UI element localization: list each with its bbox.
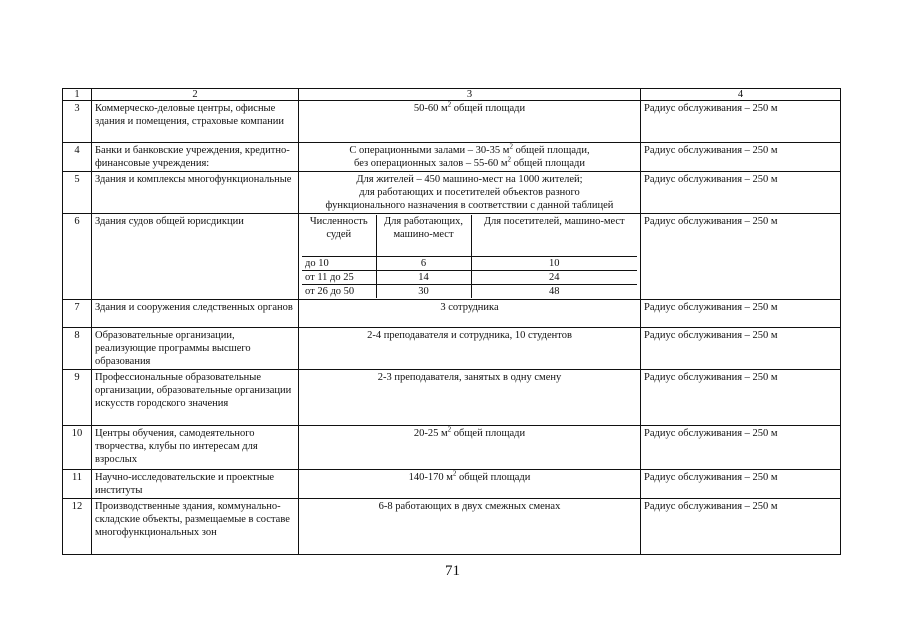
service-radius: Радиус обслуживания – 250 м	[641, 214, 841, 300]
header-col-3: 3	[299, 89, 641, 101]
header-col-2: 2	[92, 89, 299, 101]
courts-judges-header: Численность судей	[302, 215, 376, 256]
row-number: 3	[63, 101, 92, 143]
service-radius: Радиус обслуживания – 250 м	[641, 143, 841, 172]
courts-judges-range: до 10	[302, 256, 376, 270]
row-number: 10	[63, 425, 92, 469]
page-number: 71	[445, 563, 460, 579]
table-row	[63, 425, 841, 469]
parking-norm	[299, 172, 641, 214]
courts-staff-value: 6	[376, 256, 471, 270]
courts-staff-value: 14	[376, 270, 471, 284]
norms-table	[62, 88, 841, 555]
parking-norm-line: Для жителей – 450 машино-мест на 1000 жителей;	[356, 174, 583, 185]
courts-parking-norm	[299, 214, 641, 300]
courts-judges-range: от 26 до 50	[302, 284, 376, 298]
parking-norm: 2-4 преподавателя и сотрудника, 10 студентов	[299, 327, 641, 369]
table-header-row	[63, 89, 841, 101]
object-name: Коммерческо-деловые центры, офисные здания и помещения, страховые компании	[92, 101, 299, 143]
parking-norm-line: С операционными залами – 30-35 $м^2$ общей площади,	[349, 142, 590, 156]
courts-subtable-row	[302, 270, 637, 284]
courts-visitors-header: Для посетителей, машино-мест	[471, 215, 637, 256]
service-radius: Радиус обслуживания – 250 м	[641, 101, 841, 143]
service-radius: Радиус обслуживания – 250 м	[641, 172, 841, 214]
header-col-4: 4	[641, 89, 841, 101]
object-name: Здания судов общей юрисдикции	[92, 214, 299, 300]
table-row	[63, 299, 841, 327]
service-radius: Радиус обслуживания – 250 м	[641, 498, 841, 554]
courts-subtable-header	[302, 215, 637, 256]
service-radius: Радиус обслуживания – 250 м	[641, 327, 841, 369]
row-number: 7	[63, 299, 92, 327]
row-number: 4	[63, 143, 92, 172]
table-row	[63, 172, 841, 214]
parking-norm: 140-170 $м^2$ общей площади	[299, 469, 641, 498]
courts-staff-header: Для работающих, машино-мест	[376, 215, 471, 256]
object-name: Научно-исследовательские и проектные институты	[92, 469, 299, 498]
row-number: 5	[63, 172, 92, 214]
object-name: Здания и комплексы многофункциональные	[92, 172, 299, 214]
parking-norm-line: для работающих и посетителей объектов разного	[359, 187, 580, 198]
header-col-1: 1	[63, 89, 92, 101]
parking-norm: 2-3 преподавателя, занятых в одну смену	[299, 369, 641, 425]
row-number: 8	[63, 327, 92, 369]
courts-subtable-row	[302, 284, 637, 298]
courts-visitors-value: 24	[471, 270, 637, 284]
table-row	[63, 214, 841, 300]
parking-norm-line: функционального назначения в соответствии с данной таблицей	[325, 200, 614, 211]
courts-subtable-row	[302, 256, 637, 270]
courts-judges-range: от 11 до 25	[302, 270, 376, 284]
table-row	[63, 327, 841, 369]
parking-norm: 20-25 $м^2$ общей площади	[299, 425, 641, 469]
object-name: Здания и сооружения следственных органов	[92, 299, 299, 327]
parking-norm	[299, 143, 641, 172]
table-row	[63, 498, 841, 554]
table-row	[63, 143, 841, 172]
courts-visitors-value: 10	[471, 256, 637, 270]
table-row	[63, 369, 841, 425]
row-number: 12	[63, 498, 92, 554]
service-radius: Радиус обслуживания – 250 м	[641, 299, 841, 327]
table-row	[63, 469, 841, 498]
object-name: Производственные здания, коммунально-складские объекты, размещаемые в составе многофункциональных зон	[92, 498, 299, 554]
object-name: Банки и банковские учреждения, кредитно-финансовые учреждения:	[92, 143, 299, 172]
row-number: 11	[63, 469, 92, 498]
courts-subtable	[302, 215, 637, 298]
parking-norm: 3 сотрудника	[299, 299, 641, 327]
row-number: 6	[63, 214, 92, 300]
object-name: Центры обучения, самодеятельного творчества, клубы по интересам для взрослых	[92, 425, 299, 469]
courts-staff-value: 30	[376, 284, 471, 298]
object-name: Образовательные организации, реализующие программы высшего образования	[92, 327, 299, 369]
service-radius: Радиус обслуживания – 250 м	[641, 369, 841, 425]
parking-norm-line: без операционных залов – 55-60 $м^2$ общей площади	[353, 155, 585, 169]
object-name: Профессиональные образовательные организации, образовательные организации искусств городского значения	[92, 369, 299, 425]
service-radius: Радиус обслуживания – 250 м	[641, 425, 841, 469]
courts-visitors-value: 48	[471, 284, 637, 298]
service-radius: Радиус обслуживания – 250 м	[641, 469, 841, 498]
row-number: 9	[63, 369, 92, 425]
parking-norm: 50-60 $м^2$ общей площади	[299, 101, 641, 143]
table-row	[63, 101, 841, 143]
parking-norm: 6-8 работающих в двух смежных сменах	[299, 498, 641, 554]
